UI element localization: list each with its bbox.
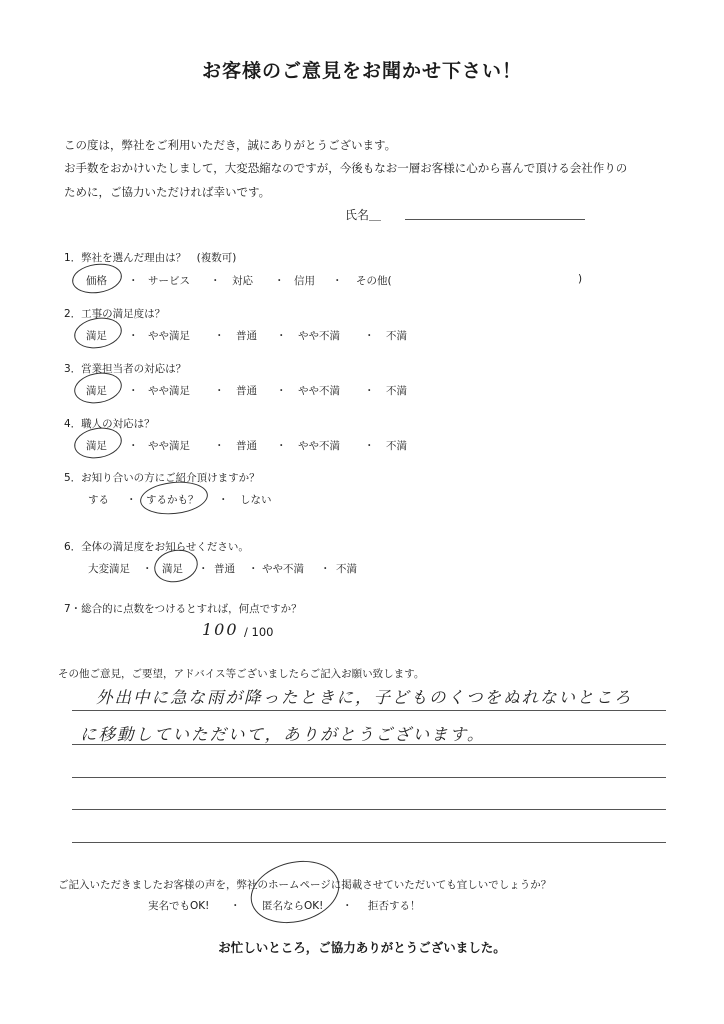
separator: ・ <box>320 563 331 575</box>
separator: ・ <box>230 900 241 912</box>
comment-handwritten-line-2[interactable]: に移動していただいて，ありがとうございます。 <box>80 725 486 744</box>
q1-option-response[interactable]: 対応 <box>232 275 253 287</box>
q1-option-service[interactable]: サービス <box>148 275 190 287</box>
q6-label: 6．全体の満足度をお知らせください。 <box>64 541 249 553</box>
q2-option-average[interactable]: 普通 <box>236 330 257 342</box>
q3-option-somewhat-satisfied[interactable]: やや満足 <box>148 385 190 397</box>
q7-label: 7・総合的に点数をつけるとすれば，何点ですか？ <box>64 603 302 615</box>
separator: ・ <box>126 494 137 506</box>
q3-option-somewhat-dissatisfied[interactable]: やや不満 <box>298 385 340 397</box>
name-field[interactable] <box>405 219 585 220</box>
q2-option-satisfied[interactable]: 満足 <box>86 330 107 342</box>
q5-label: 5．お知り合いの方にご紹介頂けますか？ <box>64 472 260 484</box>
q4-label: 4．職人の対応は？ <box>64 418 155 430</box>
q4-option-average[interactable]: 普通 <box>236 440 257 452</box>
publish-option-anonymous[interactable]: 匿名ならOK! <box>262 900 324 912</box>
comment-line <box>72 777 666 778</box>
q6-option-somewhat-dissatisfied[interactable]: やや不満 <box>262 563 304 575</box>
page-title: お客様のご意見をお聞かせ下さい！ <box>201 60 522 82</box>
selection-circle <box>70 261 124 297</box>
intro-line-2: お手数をおかけいたしまして，大変恐縮なのですが，今後もなお一層お客様に心から喜んで頂ける会社作りの <box>64 161 628 175</box>
selection-circle <box>244 852 346 932</box>
q1-option-price[interactable]: 価格 <box>86 275 107 287</box>
intro-line-3: ために，ご協力いただければ幸いです。 <box>64 185 271 199</box>
separator: ・ <box>248 563 259 575</box>
separator: ・ <box>364 385 375 397</box>
comment-line <box>72 710 666 711</box>
separator: ・ <box>276 440 287 452</box>
q4-option-satisfied[interactable]: 満足 <box>86 440 107 452</box>
separator: ・ <box>128 385 139 397</box>
q5-option-no[interactable]: しない <box>240 494 272 506</box>
separator: ・ <box>276 385 287 397</box>
q2-option-somewhat-dissatisfied[interactable]: やや不満 <box>298 330 340 342</box>
q3-label: 3．営業担当者の対応は？ <box>64 363 187 375</box>
q3-option-satisfied[interactable]: 満足 <box>86 385 107 397</box>
separator: ・ <box>364 330 375 342</box>
separator: ・ <box>274 275 285 287</box>
separator: ・ <box>198 563 209 575</box>
separator: ・ <box>128 275 139 287</box>
q2-label: 2．工事の満足度は？ <box>64 308 166 320</box>
q5-option-maybe[interactable]: するかも？ <box>146 494 199 506</box>
comments-label: その他ご意見，ご要望，アドバイス等ございましたらご記入お願い致します。 <box>58 668 425 680</box>
separator: ・ <box>214 440 225 452</box>
comment-line <box>72 842 666 843</box>
closing-message: お忙しいところ，ご協力ありがとうございました。 <box>218 940 506 955</box>
q2-option-somewhat-satisfied[interactable]: やや満足 <box>148 330 190 342</box>
q6-option-satisfied[interactable]: 満足 <box>162 563 183 575</box>
q5-option-yes[interactable]: する <box>88 494 109 506</box>
separator: ・ <box>218 494 229 506</box>
q6-option-dissatisfied[interactable]: 不満 <box>336 563 357 575</box>
q1-other-close: ) <box>578 273 583 285</box>
separator: ・ <box>214 385 225 397</box>
q4-option-dissatisfied[interactable]: 不満 <box>386 440 407 452</box>
q1-option-trust[interactable]: 信用 <box>294 275 315 287</box>
separator: ・ <box>332 275 343 287</box>
q6-option-average[interactable]: 普通 <box>214 563 235 575</box>
separator: ・ <box>128 330 139 342</box>
publish-question: ご記入いただきましたお客様の声を，弊社のホームページに掲載させていただいても宜しいでしょうか？ <box>58 879 552 891</box>
intro-line-1: この度は，弊社をご利用いただき，誠にありがとうございます。 <box>64 138 397 152</box>
q7-score-max: / 100 <box>244 625 274 639</box>
comment-handwritten-line-1[interactable]: 外出中に急な雨が降ったときに，子どものくつをぬれないところ <box>96 688 633 707</box>
separator: ・ <box>342 900 353 912</box>
separator: ・ <box>142 563 153 575</box>
publish-option-real-name[interactable]: 実名でもOK! <box>148 900 210 912</box>
q7-score-handwritten[interactable]: 100 <box>202 620 239 639</box>
comment-line <box>72 744 666 745</box>
separator: ・ <box>214 330 225 342</box>
q1-option-other[interactable]: その他( <box>356 275 392 287</box>
separator: ・ <box>128 440 139 452</box>
q3-option-average[interactable]: 普通 <box>236 385 257 397</box>
q3-option-dissatisfied[interactable]: 不満 <box>386 385 407 397</box>
name-label: 氏名＿ <box>345 208 382 222</box>
q4-option-somewhat-dissatisfied[interactable]: やや不満 <box>298 440 340 452</box>
q4-option-somewhat-satisfied[interactable]: やや満足 <box>148 440 190 452</box>
separator: ・ <box>210 275 221 287</box>
separator: ・ <box>276 330 287 342</box>
q1-label: 1．弊社を選んだ理由は？ (複数可) <box>64 252 237 264</box>
publish-option-refuse[interactable]: 拒否する！ <box>368 900 421 912</box>
comment-line <box>72 809 666 810</box>
q6-option-very-satisfied[interactable]: 大変満足 <box>88 563 130 575</box>
separator: ・ <box>364 440 375 452</box>
q2-option-dissatisfied[interactable]: 不満 <box>386 330 407 342</box>
